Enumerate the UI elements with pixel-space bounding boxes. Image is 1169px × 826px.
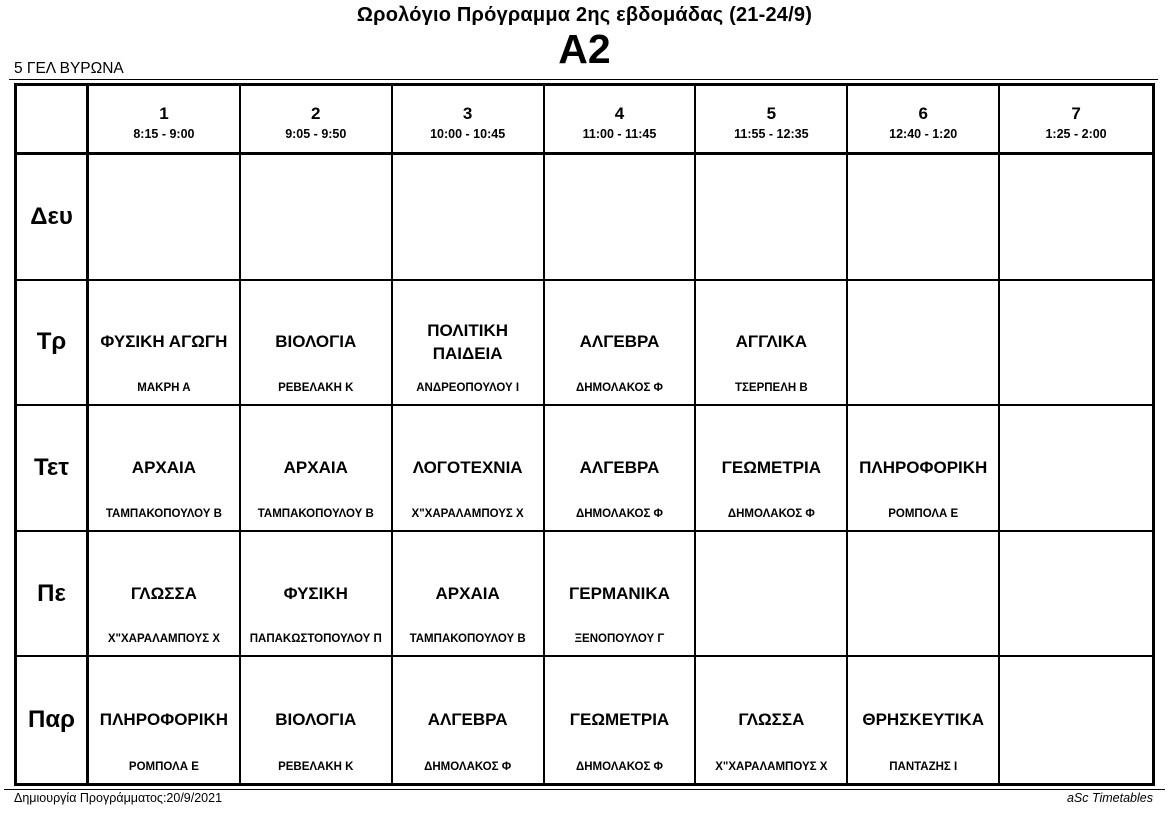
lesson-monday-p2 xyxy=(241,155,393,281)
lesson-thursday-p5 xyxy=(696,532,848,658)
lesson-teacher: ΔΗΜΟΛΑΚΟΣ Φ xyxy=(575,507,663,520)
lesson-tuesday-p4 xyxy=(545,281,697,407)
lesson-subject: ΒΙΟΛΟΓΙΑ xyxy=(275,332,357,352)
lesson-subject: ΒΙΟΛΟΓΙΑ xyxy=(275,710,357,730)
lesson-subject: ΑΛΓΕΒΡΑ xyxy=(579,458,660,478)
lesson-monday-p5 xyxy=(696,155,848,281)
lesson-teacher: Χ"ΧΑΡΑΛΑΜΠΟΥΣ Χ xyxy=(107,633,220,646)
lesson-teacher: ΠΑΝΤΑΖΗΣ Ι xyxy=(889,760,958,773)
lesson-subject: ΦΥΣΙΚΗ ΑΓΩΓΗ xyxy=(100,332,228,352)
lesson-monday-p4 xyxy=(545,155,697,281)
lesson-tuesday-p2 xyxy=(241,281,393,407)
lesson-subject: ΓΛΩΣΣΑ xyxy=(738,710,805,730)
lesson-subject: ΓΕΡΜΑΝΙΚΑ xyxy=(569,583,670,603)
lesson-tuesday-p5 xyxy=(696,281,848,407)
lesson-teacher: ΤΑΜΠΑΚΟΠΟΥΛΟΥ Β xyxy=(105,507,222,520)
lesson-teacher: ΤΣΕΡΠΕΛΗ Β xyxy=(734,382,808,395)
lesson-wednesday-p7 xyxy=(1000,406,1152,532)
footer-divider xyxy=(4,789,1165,790)
lesson-teacher: ΔΗΜΟΛΑΚΟΣ Φ xyxy=(575,382,663,395)
lesson-subject: ΑΛΓΕΒΡΑ xyxy=(427,710,508,730)
period-number: 2 xyxy=(311,103,321,123)
lesson-teacher: Χ"ΧΑΡΑΛΑΜΠΟΥΣ Χ xyxy=(715,760,828,773)
lesson-subject xyxy=(89,155,239,279)
period-time: 12:40 - 1:20 xyxy=(889,127,958,142)
lesson-teacher: ΔΗΜΟΛΑΚΟΣ Φ xyxy=(727,507,815,520)
lesson-subject: ΑΡΧΑΙΑ xyxy=(283,458,348,478)
lesson-wednesday-p3 xyxy=(393,406,545,532)
lesson-tuesday-p7 xyxy=(1000,281,1152,407)
lesson-subject: ΠΛΗΡΟΦΟΡΙΚΗ xyxy=(99,710,229,730)
lesson-monday-p3 xyxy=(393,155,545,281)
lesson-subject: ΓΕΩΜΕΤΡΙΑ xyxy=(569,710,670,730)
period-number: 7 xyxy=(1071,103,1081,123)
lesson-wednesday-p4 xyxy=(545,406,697,532)
lesson-subject: ΠΛΗΡΟΦΟΡΙΚΗ xyxy=(859,458,988,478)
day-label-thursday: Πε xyxy=(17,532,89,658)
lesson-thursday-p1 xyxy=(89,532,241,658)
lesson-teacher: ΔΗΜΟΛΑΚΟΣ Φ xyxy=(575,760,663,773)
lesson-monday-p6 xyxy=(848,155,1000,281)
school-name: 5 ΓΕΛ ΒΥΡΩΝΑ xyxy=(14,60,124,77)
period-header-3 xyxy=(393,86,545,155)
lesson-subject xyxy=(1000,155,1152,279)
class-name-heading: A2 xyxy=(558,26,611,72)
corner-cell xyxy=(17,86,89,155)
lesson-thursday-p4 xyxy=(545,532,697,658)
period-header-5 xyxy=(696,86,848,155)
page-title: Ωρολόγιο Πρόγραμμα 2ης εβδομάδας (21-24/9) xyxy=(356,4,813,26)
lesson-tuesday-p3 xyxy=(393,281,545,407)
lesson-friday-p7 xyxy=(1000,657,1152,783)
lesson-wednesday-p5 xyxy=(696,406,848,532)
lesson-subject: ΘΡΗΣΚΕΥΤΙΚΑ xyxy=(862,710,985,730)
creation-date-label: Δημιουργία Προγράμματος:20/9/2021 xyxy=(14,791,223,805)
lesson-subject: ΑΡΧΑΙΑ xyxy=(435,583,500,603)
lesson-subject xyxy=(393,155,543,279)
lesson-teacher: ΡΟΜΠΟΛΑ Ε xyxy=(128,760,199,773)
period-number: 5 xyxy=(766,103,777,123)
lesson-subject: ΠΟΛΙΤΙΚΗ ΠΑΙΔΕΙΑ xyxy=(427,320,509,364)
lesson-subject xyxy=(1000,281,1152,405)
asc-timetables-credit: aSc Timetables xyxy=(1066,791,1153,805)
period-time: 11:00 - 11:45 xyxy=(582,127,657,142)
lesson-wednesday-p6 xyxy=(848,406,1000,532)
lesson-friday-p3 xyxy=(393,657,545,783)
lesson-thursday-p6 xyxy=(848,532,1000,658)
period-time: 8:15 - 9:00 xyxy=(133,127,195,142)
lesson-subject xyxy=(696,532,846,656)
lesson-friday-p5 xyxy=(696,657,848,783)
lesson-monday-p1 xyxy=(89,155,241,281)
day-label-monday: Δευ xyxy=(17,155,89,281)
period-time: 11:55 - 12:35 xyxy=(734,127,809,142)
timetable-grid xyxy=(14,83,1155,786)
lesson-subject: ΑΛΓΕΒΡΑ xyxy=(579,332,660,352)
lesson-subject: ΛΟΓΟΤΕΧΝΙΑ xyxy=(412,458,523,478)
lesson-subject: ΓΕΩΜΕΤΡΙΑ xyxy=(721,458,822,478)
lesson-monday-p7 xyxy=(1000,155,1152,281)
lesson-thursday-p7 xyxy=(1000,532,1152,658)
lesson-tuesday-p6 xyxy=(848,281,1000,407)
lesson-subject xyxy=(1000,406,1152,530)
period-number: 4 xyxy=(614,103,625,123)
lesson-teacher: Χ"ΧΑΡΑΛΑΜΠΟΥΣ Χ xyxy=(411,507,524,520)
lesson-friday-p4 xyxy=(545,657,697,783)
period-header-4 xyxy=(545,86,697,155)
lesson-subject xyxy=(848,532,998,656)
lesson-subject xyxy=(848,155,998,279)
lesson-teacher: ΑΝΔΡΕΟΠΟΥΛΟΥ Ι xyxy=(416,382,520,395)
lesson-subject xyxy=(241,155,391,279)
lesson-teacher: ΠΑΠΑΚΩΣΤΟΠΟΥΛΟΥ Π xyxy=(249,633,382,646)
lesson-thursday-p3 xyxy=(393,532,545,658)
header-divider xyxy=(9,79,1158,80)
period-header-2 xyxy=(241,86,393,155)
lesson-subject: ΦΥΣΙΚΗ xyxy=(283,583,348,603)
lesson-teacher: ΤΑΜΠΑΚΟΠΟΥΛΟΥ Β xyxy=(409,633,526,646)
day-label-friday: Παρ xyxy=(17,657,89,783)
period-number: 6 xyxy=(918,103,928,123)
lesson-wednesday-p1 xyxy=(89,406,241,532)
period-header-1 xyxy=(89,86,241,155)
lesson-subject xyxy=(696,155,846,279)
lesson-friday-p6 xyxy=(848,657,1000,783)
period-header-7 xyxy=(1000,86,1152,155)
period-time: 1:25 - 2:00 xyxy=(1045,127,1107,142)
lesson-subject: ΑΡΧΑΙΑ xyxy=(131,458,197,478)
period-time: 10:00 - 10:45 xyxy=(430,127,506,142)
lesson-subject: ΓΛΩΣΣΑ xyxy=(130,583,197,603)
period-time: 9:05 - 9:50 xyxy=(285,127,347,142)
lesson-tuesday-p1 xyxy=(89,281,241,407)
lesson-subject xyxy=(848,281,998,405)
lesson-subject xyxy=(1000,532,1152,656)
period-header-6 xyxy=(848,86,1000,155)
lesson-friday-p1 xyxy=(89,657,241,783)
day-label-tuesday: Τρ xyxy=(17,281,89,407)
lesson-subject xyxy=(1000,657,1152,783)
lesson-subject: ΑΓΓΛΙΚΑ xyxy=(735,332,808,352)
lesson-teacher: ΤΑΜΠΑΚΟΠΟΥΛΟΥ Β xyxy=(257,507,374,520)
lesson-subject xyxy=(545,155,695,279)
period-number: 3 xyxy=(462,103,473,123)
lesson-wednesday-p2 xyxy=(241,406,393,532)
lesson-teacher: ΜΑΚΡΗ Α xyxy=(137,382,191,395)
lesson-teacher: ΡΟΜΠΟΛΑ Ε xyxy=(888,507,959,520)
period-number: 1 xyxy=(159,103,169,123)
lesson-teacher: ΡΕΒΕΛΑΚΗ Κ xyxy=(278,760,354,773)
lesson-teacher: ΞΕΝΟΠΟΥΛΟΥ Γ xyxy=(574,633,665,646)
lesson-friday-p2 xyxy=(241,657,393,783)
lesson-teacher: ΡΕΒΕΛΑΚΗ Κ xyxy=(278,382,354,395)
day-label-wednesday: Τετ xyxy=(17,406,89,532)
lesson-thursday-p2 xyxy=(241,532,393,658)
lesson-teacher: ΔΗΜΟΛΑΚΟΣ Φ xyxy=(424,760,512,773)
